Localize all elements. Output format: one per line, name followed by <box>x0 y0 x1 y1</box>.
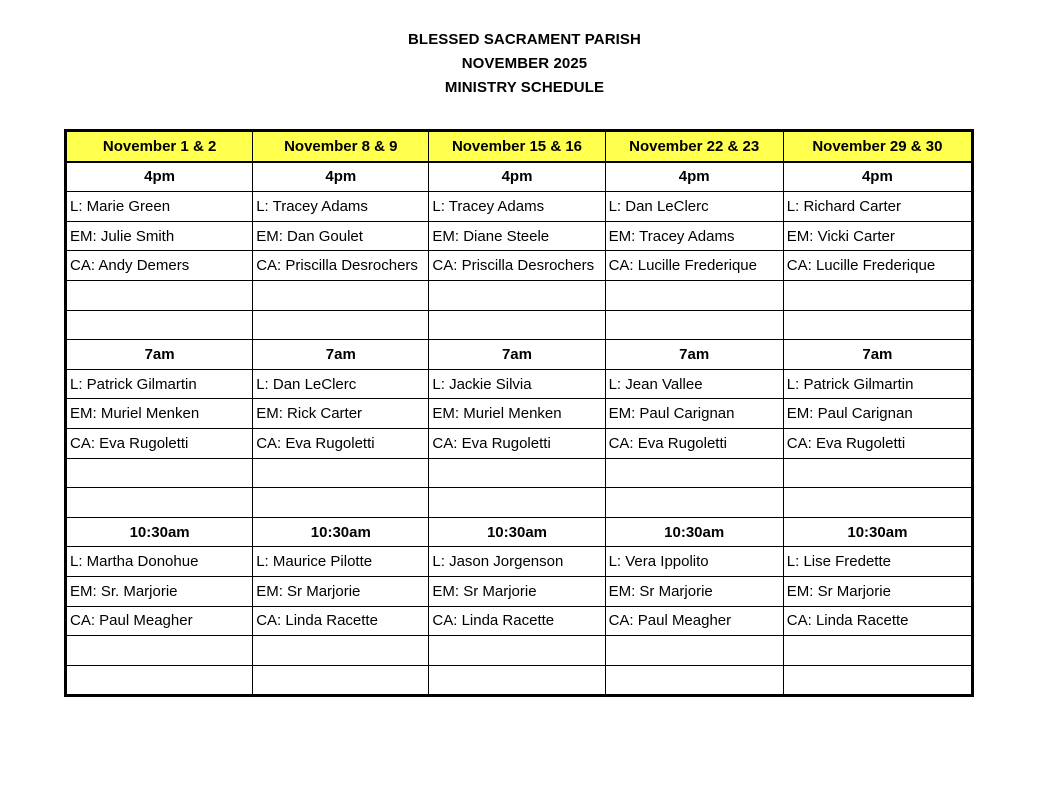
assignment-cell <box>605 310 783 340</box>
assignment-cell: L: Lise Fredette <box>783 547 972 577</box>
assignment-cell <box>429 665 605 696</box>
assignment-row <box>66 458 973 488</box>
mass-time-cell: 10:30am <box>66 517 253 547</box>
ministry-schedule-table <box>64 129 974 697</box>
assignment-cell <box>605 665 783 696</box>
assignment-cell: CA: Eva Rugoletti <box>66 428 253 458</box>
mass-time-cell: 10:30am <box>783 517 972 547</box>
assignment-cell: CA: Priscilla Desrochers <box>429 251 605 281</box>
assignment-cell: EM: Tracey Adams <box>605 221 783 251</box>
assignment-cell: L: Richard Carter <box>783 192 972 222</box>
assignment-cell: CA: Andy Demers <box>66 251 253 281</box>
mass-time-cell: 10:30am <box>605 517 783 547</box>
assignment-cell: CA: Eva Rugoletti <box>605 428 783 458</box>
assignment-cell: EM: Muriel Menken <box>429 399 605 429</box>
assignment-cell: EM: Muriel Menken <box>66 399 253 429</box>
assignment-cell <box>783 488 972 518</box>
assignment-cell: EM: Julie Smith <box>66 221 253 251</box>
assignment-row <box>66 251 973 281</box>
schedule-title: MINISTRY SCHEDULE <box>444 79 605 96</box>
assignment-row <box>66 310 973 340</box>
mass-time-row <box>66 517 973 547</box>
assignment-cell: EM: Diane Steele <box>429 221 605 251</box>
schedule-body <box>66 162 973 696</box>
document-header <box>0 28 1049 100</box>
assignment-cell <box>783 458 972 488</box>
assignment-cell <box>253 636 429 666</box>
week-header: November 1 & 2 <box>66 131 253 162</box>
assignment-cell: L: Marie Green <box>66 192 253 222</box>
assignment-cell: CA: Linda Racette <box>783 606 972 636</box>
schedule-month: NOVEMBER 2025 <box>461 55 588 72</box>
assignment-cell: CA: Linda Racette <box>253 606 429 636</box>
assignment-cell: L: Jason Jorgenson <box>429 547 605 577</box>
assignment-row <box>66 399 973 429</box>
assignment-cell <box>783 310 972 340</box>
assignment-cell: EM: Sr Marjorie <box>429 576 605 606</box>
assignment-cell <box>429 280 605 310</box>
assignment-cell: L: Tracey Adams <box>253 192 429 222</box>
assignment-row <box>66 221 973 251</box>
assignment-row <box>66 547 973 577</box>
mass-time-cell: 7am <box>783 340 972 370</box>
assignment-row <box>66 576 973 606</box>
assignment-cell: CA: Eva Rugoletti <box>253 428 429 458</box>
mass-time-cell: 4pm <box>253 162 429 192</box>
parish-name: BLESSED SACRAMENT PARISH <box>408 31 641 48</box>
assignment-row <box>66 488 973 518</box>
week-header: November 15 & 16 <box>429 131 605 162</box>
assignment-cell <box>66 280 253 310</box>
assignment-cell: L: Vera Ippolito <box>605 547 783 577</box>
week-header: November 29 & 30 <box>783 131 972 162</box>
assignment-cell: EM: Sr. Marjorie <box>66 576 253 606</box>
assignment-cell: EM: Rick Carter <box>253 399 429 429</box>
assignment-cell: L: Tracey Adams <box>429 192 605 222</box>
assignment-cell <box>66 636 253 666</box>
week-header: November 8 & 9 <box>253 131 429 162</box>
assignment-row <box>66 665 973 696</box>
assignment-cell: L: Patrick Gilmartin <box>783 369 972 399</box>
assignment-cell <box>783 665 972 696</box>
mass-time-cell: 7am <box>429 340 605 370</box>
assignment-cell: L: Dan LeClerc <box>605 192 783 222</box>
assignment-cell <box>783 280 972 310</box>
assignment-cell: EM: Sr Marjorie <box>605 576 783 606</box>
mass-time-cell: 4pm <box>783 162 972 192</box>
assignment-cell: EM: Paul Carignan <box>783 399 972 429</box>
assignment-cell: CA: Linda Racette <box>429 606 605 636</box>
mass-time-row <box>66 340 973 370</box>
assignment-cell: L: Maurice Pilotte <box>253 547 429 577</box>
assignment-cell <box>783 636 972 666</box>
assignment-row <box>66 636 973 666</box>
assignment-cell <box>429 488 605 518</box>
assignment-cell: L: Jackie Silvia <box>429 369 605 399</box>
assignment-cell <box>429 636 605 666</box>
assignment-row <box>66 192 973 222</box>
mass-time-cell: 4pm <box>429 162 605 192</box>
assignment-cell <box>66 488 253 518</box>
assignment-row <box>66 369 973 399</box>
mass-time-cell: 10:30am <box>429 517 605 547</box>
mass-time-cell: 4pm <box>66 162 253 192</box>
assignment-cell <box>605 636 783 666</box>
assignment-cell: CA: Eva Rugoletti <box>783 428 972 458</box>
mass-time-cell: 7am <box>253 340 429 370</box>
assignment-cell: CA: Priscilla Desrochers <box>253 251 429 281</box>
assignment-cell: EM: Sr Marjorie <box>253 576 429 606</box>
assignment-row <box>66 606 973 636</box>
assignment-cell <box>605 458 783 488</box>
assignment-cell: L: Patrick Gilmartin <box>66 369 253 399</box>
assignment-cell: CA: Eva Rugoletti <box>429 428 605 458</box>
assignment-cell: CA: Lucille Frederique <box>605 251 783 281</box>
assignment-row <box>66 280 973 310</box>
assignment-cell: CA: Paul Meagher <box>66 606 253 636</box>
assignment-cell: L: Jean Vallee <box>605 369 783 399</box>
assignment-cell: EM: Paul Carignan <box>605 399 783 429</box>
assignment-cell: EM: Dan Goulet <box>253 221 429 251</box>
assignment-cell <box>66 310 253 340</box>
assignment-cell <box>253 458 429 488</box>
assignment-cell <box>605 488 783 518</box>
assignment-cell <box>66 458 253 488</box>
assignment-cell <box>66 665 253 696</box>
assignment-cell: L: Dan LeClerc <box>253 369 429 399</box>
mass-time-cell: 4pm <box>605 162 783 192</box>
assignment-cell: EM: Vicki Carter <box>783 221 972 251</box>
assignment-cell <box>253 310 429 340</box>
mass-time-cell: 7am <box>66 340 253 370</box>
mass-time-cell: 7am <box>605 340 783 370</box>
assignment-cell: CA: Paul Meagher <box>605 606 783 636</box>
assignment-cell <box>429 310 605 340</box>
assignment-cell: EM: Sr Marjorie <box>783 576 972 606</box>
assignment-cell <box>429 458 605 488</box>
assignment-cell: L: Martha Donohue <box>66 547 253 577</box>
assignment-cell <box>253 665 429 696</box>
week-header-row <box>66 131 973 162</box>
mass-time-row <box>66 162 973 192</box>
week-header: November 22 & 23 <box>605 131 783 162</box>
assignment-cell <box>253 280 429 310</box>
assignment-cell: CA: Lucille Frederique <box>783 251 972 281</box>
assignment-cell <box>605 280 783 310</box>
assignment-cell <box>253 488 429 518</box>
assignment-row <box>66 428 973 458</box>
mass-time-cell: 10:30am <box>253 517 429 547</box>
